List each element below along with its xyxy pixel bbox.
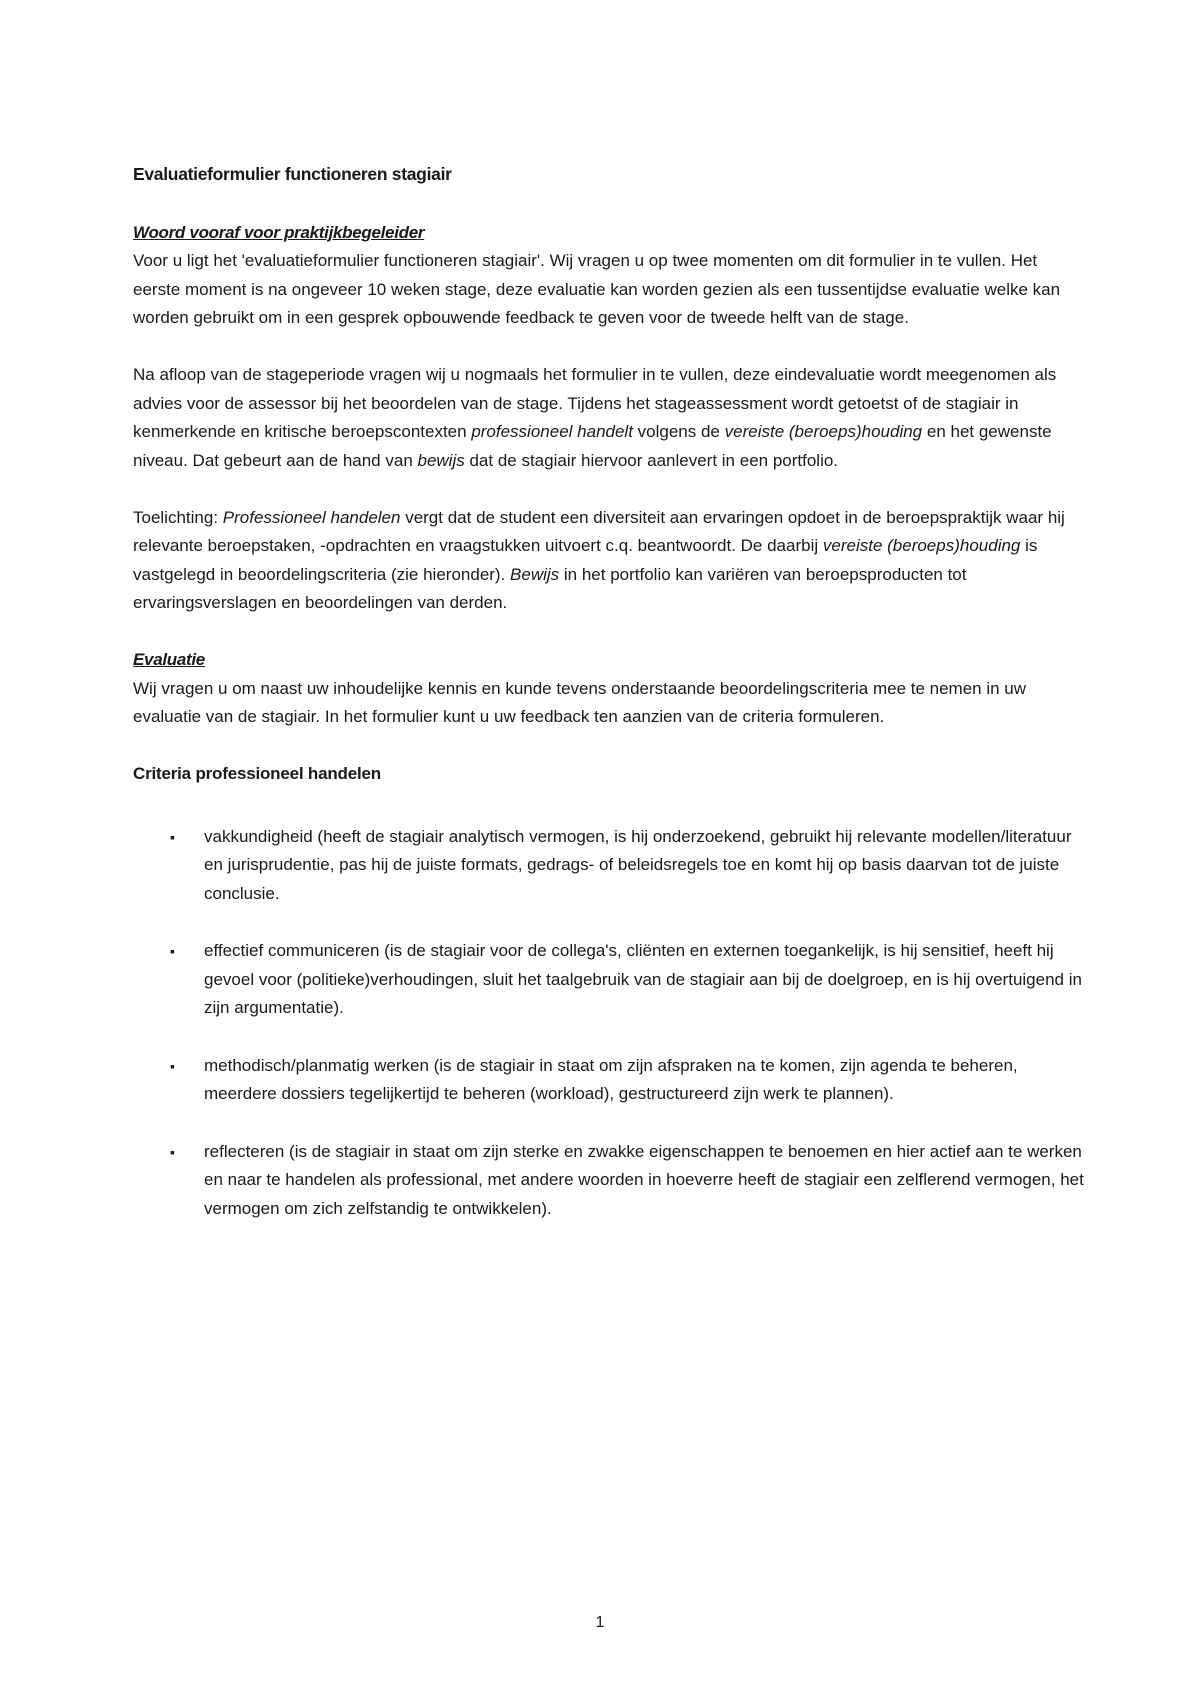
text-segment: volgens de	[632, 422, 725, 441]
text-segment: dat de stagiair hiervoor aanlevert in een portfolio.	[464, 450, 839, 470]
emphasis-bewijs: Bewijs	[510, 564, 560, 584]
emphasis-vereiste-houding: vereiste (beroeps)houding	[822, 536, 1021, 555]
text-segment: Toelichting:	[133, 507, 223, 527]
text-segment: vergt dat de student een diversiteit aan ervaringen opdoet in de beroepspraktijk waar hij relevante beroepstaken, -opdrachten en vraagstukken uitvoert c.q. beantwoordt. De daarbij	[133, 507, 1065, 555]
emphasis-professioneel-handelt: professioneel handelt	[471, 422, 633, 441]
criteria-list	[133, 823, 1088, 1224]
emphasis-professioneel-handelen: Professioneel handelen	[222, 507, 401, 527]
criteria-heading: Criteria professioneel handelen	[133, 764, 381, 783]
bullet-icon: ▪	[170, 1057, 175, 1074]
evaluation-heading: Evaluatie	[133, 650, 205, 669]
bullet-icon: ▪	[170, 943, 175, 959]
text-segment: in het portfolio kan variëren van beroepsproducten tot ervaringsverslagen en beoordelingen van derden.	[133, 564, 967, 612]
document-page	[133, 160, 1088, 1252]
list-item	[133, 1052, 1088, 1109]
intro-paragraph-1: Voor u ligt het 'evaluatieformulier functioneren stagiair'. Wij vragen u op twee momenten om dit formulier in te vullen. Het eerste moment is na ongeveer 10 weken stage, deze evaluatie kan worden gezien als een tussentijdse evaluatie welke kan worden gebruikt om in een gesprek opbouwende feedback te geven voor de tweede helft van de stage.	[133, 251, 1061, 327]
bullet-icon: ▪	[170, 828, 175, 845]
criteria-item-vakkundigheid: vakkundigheid (heeft de stagiair analytisch vermogen, is hij onderzoekend, gebruikt hij relevante modellen/literatuur en jurisprudentie, pas hij de juiste formats, gedrags- of beleidsregels toe en komt hij op basis daarvan tot de juiste conclusie.	[204, 826, 1072, 903]
criteria-item-reflecteren: reflecteren (is de stagiair in staat om zijn sterke en zwakke eigenschappen te benoemen en hier actief aan te werken en naar te handelen als professional, met andere woorden in hoeverre heeft de stagiair een zelflerend vermogen, het vermogen om zich zelfstandig te ontwikkelen).	[204, 1141, 1084, 1218]
criteria-item-methodisch: methodisch/planmatig werken (is de stagiair in staat om zijn afspraken na te komen, zijn agenda te beheren, meerdere dossiers tegelijkertijd te beheren (workload), gestructureerd zijn werk te plannen).	[204, 1055, 1018, 1103]
document-title: Evaluatieformulier functioneren stagiair	[133, 164, 452, 184]
text-segment: is vastgelegd in beoordelingscriteria (zie hieronder).	[133, 536, 1038, 584]
list-item	[133, 823, 1088, 909]
intro-heading: Woord vooraf voor praktijkbegeleider	[133, 222, 425, 242]
evaluation-paragraph: Wij vragen u om naast uw inhoudelijke kennis en kunde tevens onderstaande beoordelingscriteria mee te nemen in uw evaluatie van de stagiair. In het formulier kunt u uw feedback ten aanzien van de criteria formuleren.	[133, 678, 1027, 726]
text-segment: Na afloop van de stageperiode vragen wij u nogmaals het formulier in te vullen, deze eindevaluatie wordt meegenomen als advies voor de assessor bij het beoordelen van de stage. Tijdens het stageassessment wordt getoetst of de stagiair in kenmerkende en kritische beroepscontexten	[133, 365, 1057, 441]
criteria-item-communiceren: effectief communiceren (is de stagiair voor de collega's, cliënten en externen toegankelijk, is hij sensitief, heeft hij gevoel voor (politieke)verhoudingen, sluit het taalgebruik van de stagiair aan bij de doelgroep, en is hij overtuigend in zijn argumentatie).	[204, 941, 1082, 1017]
intro-paragraph-3	[133, 504, 1088, 618]
page-number: 1	[595, 1614, 605, 1631]
list-item	[133, 1138, 1088, 1224]
emphasis-bewijs: bewijs	[417, 450, 465, 470]
text-segment: en het gewenste niveau. Dat gebeurt aan de hand van	[133, 422, 1052, 470]
emphasis-vereiste-houding: vereiste (beroeps)houding	[724, 422, 923, 441]
intro-paragraph-2	[133, 361, 1088, 475]
bullet-icon: ▪	[170, 1143, 175, 1160]
list-item	[133, 937, 1088, 1023]
